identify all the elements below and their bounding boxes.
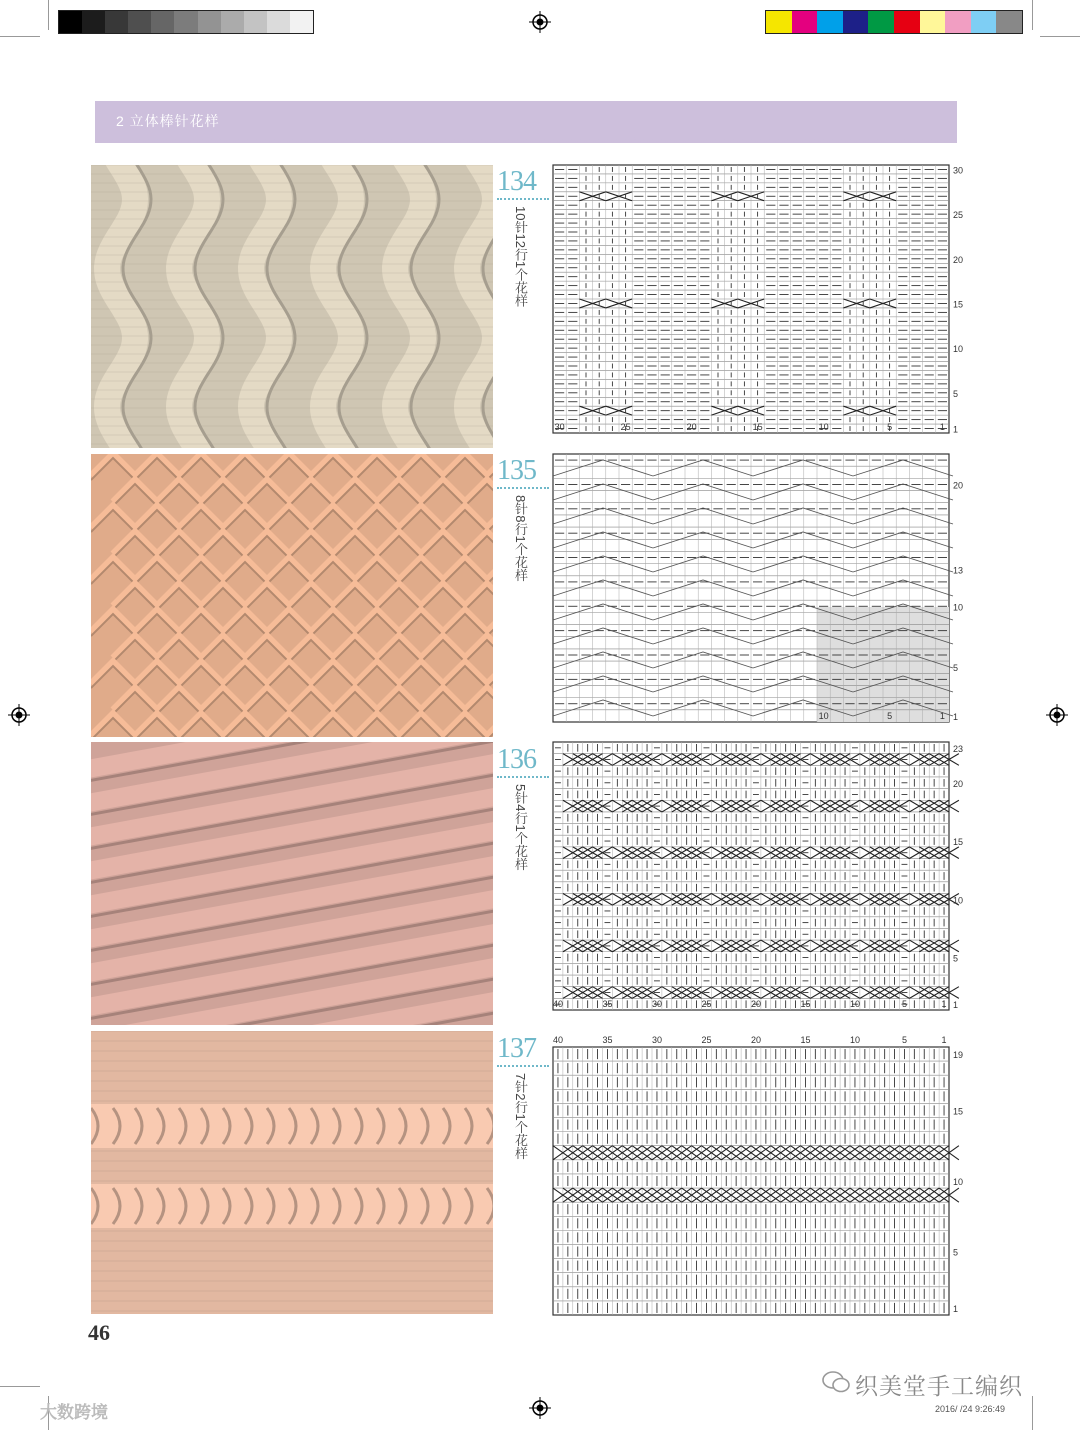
scallop [347, 137, 356, 142]
scallop [248, 137, 257, 142]
column-number-label: 5 [901, 999, 907, 1009]
row-number-label: 19 [953, 1050, 964, 1061]
column-number-label: 40 [552, 1035, 563, 1045]
scallop [698, 137, 707, 142]
color-swatch [996, 11, 1022, 33]
scallop [725, 137, 734, 142]
grey-swatch [221, 11, 244, 33]
column-number-label: 15 [752, 422, 763, 432]
scallop [581, 137, 590, 142]
column-number-label: 30 [651, 999, 662, 1009]
scallop [806, 137, 815, 142]
column-number-label: 30 [651, 1035, 662, 1045]
scallop [509, 137, 518, 142]
scallop [536, 137, 545, 142]
scallop [194, 137, 203, 142]
row-number-label: 1 [953, 424, 959, 435]
scallop [311, 137, 320, 142]
scallop [752, 137, 761, 142]
color-swatch [868, 11, 894, 33]
scallop [761, 137, 770, 142]
pattern-description: 5针4行1个花样 [513, 784, 528, 871]
scallop [302, 137, 311, 142]
column-number-label: 20 [750, 1035, 761, 1045]
scallop [905, 137, 914, 142]
scallop [482, 137, 491, 142]
row-number-label: 10 [953, 602, 964, 613]
row-number-label: 10 [953, 1177, 964, 1187]
scallop [734, 137, 743, 142]
crop-mark [1040, 36, 1080, 37]
scallop [572, 137, 581, 142]
scallop [140, 137, 149, 142]
scallop [131, 137, 140, 142]
scallop [338, 137, 347, 142]
scallop [374, 137, 383, 142]
number-underline [497, 1065, 549, 1067]
knitting-chart-136 [551, 740, 971, 1028]
knitting-chart-135 [551, 452, 971, 740]
number-underline [497, 776, 549, 778]
scallop [266, 137, 275, 142]
row-number-label: 23 [953, 743, 964, 754]
scallop [941, 137, 950, 142]
photo-background [91, 1031, 493, 1314]
scallop [500, 137, 509, 142]
row-number-label: 20 [953, 254, 964, 265]
row-number-label: 1 [953, 711, 959, 722]
scallop [176, 137, 185, 142]
header-scallop-edge [95, 137, 957, 147]
registration-mark-icon [529, 11, 551, 33]
scallop [869, 137, 878, 142]
row-number-label: 15 [953, 299, 964, 310]
scallop [833, 137, 842, 142]
row-number-label: 20 [953, 480, 964, 491]
scallop [707, 137, 716, 142]
pattern-number: 134 [497, 166, 536, 197]
scallop [653, 137, 662, 142]
column-number-label: 25 [701, 999, 712, 1009]
column-number-label: 15 [800, 1035, 811, 1045]
column-number-label: 10 [849, 999, 860, 1009]
scallop [446, 137, 455, 142]
column-number-label: 30 [554, 422, 565, 432]
color-swatch [894, 11, 920, 33]
column-number-label: 20 [686, 422, 697, 432]
color-swatch [971, 11, 997, 33]
pattern-description: 8针8行1个花样 [513, 495, 528, 582]
color-swatch [792, 11, 818, 33]
scallop [104, 137, 113, 142]
scallop [410, 137, 419, 142]
scallop [212, 137, 221, 142]
scallop [608, 137, 617, 142]
page-number: 46 [88, 1320, 110, 1345]
scallop [635, 137, 644, 142]
number-underline [497, 487, 549, 489]
scallop [923, 137, 932, 142]
scallop [383, 137, 392, 142]
color-swatch [766, 11, 792, 33]
scallop [473, 137, 482, 142]
scallop [428, 137, 437, 142]
scallop [554, 137, 563, 142]
scallop [356, 137, 365, 142]
grey-scale-bar [58, 10, 314, 34]
pattern-description: 10针12行1个花样 [513, 206, 528, 308]
column-number-label: 10 [849, 1035, 860, 1045]
scallop [599, 137, 608, 142]
scallop [716, 137, 725, 142]
column-number-label: 5 [887, 711, 893, 721]
row-number-label: 15 [953, 837, 964, 848]
scallop [203, 137, 212, 142]
column-number-label: 25 [701, 1035, 712, 1045]
scallop [284, 137, 293, 142]
grey-swatch [174, 11, 197, 33]
row-number-label: 1 [953, 1000, 959, 1011]
knit-photo-135 [91, 454, 493, 737]
scallop [167, 137, 176, 142]
scallop [518, 137, 527, 142]
row-number-label: 5 [953, 663, 959, 674]
scallop [257, 137, 266, 142]
row-number-label: 1 [953, 1303, 959, 1314]
scallop [743, 137, 752, 142]
crop-mark [48, 0, 49, 30]
knit-photo-136 [91, 742, 493, 1025]
footer-brand-mark: 大数跨境 [40, 1403, 108, 1422]
scallop [275, 137, 284, 142]
column-number-label: 35 [602, 999, 613, 1009]
knit-photo-137 [91, 1031, 493, 1314]
scallop [590, 137, 599, 142]
scallop [329, 137, 338, 142]
scallop [851, 137, 860, 142]
crop-mark [1032, 0, 1033, 30]
scallop [824, 137, 833, 142]
row-number-label: 5 [953, 953, 959, 964]
chat-bubble-icon [822, 1370, 850, 1394]
print-timestamp: 2016/ /24 9:26:49 [935, 1404, 1006, 1414]
row-number-label: 5 [953, 1247, 959, 1258]
registration-mark-icon [529, 1397, 551, 1419]
column-number-label: 1 [941, 999, 947, 1009]
scallop [293, 137, 302, 142]
section-title: 2 立体棒针花样 [116, 113, 220, 129]
scallop [887, 137, 896, 142]
scallop [464, 137, 473, 142]
pattern-number: 135 [497, 455, 536, 486]
column-number-label: 1 [939, 711, 945, 721]
scallop [563, 137, 572, 142]
scallop [644, 137, 653, 142]
grey-swatch [267, 11, 290, 33]
scallop [419, 137, 428, 142]
row-number-label: 13 [953, 565, 964, 576]
scallop [158, 137, 167, 142]
column-number-label: 5 [887, 422, 893, 432]
scallop [239, 137, 248, 142]
scallop [320, 137, 329, 142]
scallop [122, 137, 131, 142]
scallop [617, 137, 626, 142]
scallop [671, 137, 680, 142]
scallop [860, 137, 869, 142]
registration-mark-icon [1046, 704, 1068, 726]
column-number-label: 5 [901, 1035, 907, 1045]
column-number-label: 40 [552, 999, 563, 1009]
scallop [689, 137, 698, 142]
row-number-label: 25 [953, 210, 964, 221]
column-number-label: 10 [818, 711, 829, 721]
scallop [932, 137, 941, 142]
number-underline [497, 198, 549, 200]
knitting-chart-137 [551, 1029, 971, 1317]
row-number-label: 10 [953, 895, 964, 906]
scallop [815, 137, 824, 142]
scallop [950, 137, 957, 142]
row-number-label: 15 [953, 1106, 964, 1117]
column-number-label: 20 [750, 999, 761, 1009]
scallop [392, 137, 401, 142]
scallop [797, 137, 806, 142]
knitting-chart-134 [551, 163, 971, 451]
crop-mark [0, 1386, 40, 1387]
grey-swatch [290, 11, 313, 33]
crop-mark [1032, 1396, 1033, 1430]
scallop [149, 137, 158, 142]
scallop [878, 137, 887, 142]
column-number-label: 25 [620, 422, 631, 432]
scallop [779, 137, 788, 142]
column-number-label: 15 [800, 999, 811, 1009]
scallop [527, 137, 536, 142]
scallop [896, 137, 905, 142]
column-number-label: 1 [941, 1035, 947, 1045]
pattern-number: 136 [497, 744, 536, 775]
color-swatch [843, 11, 869, 33]
scallop [680, 137, 689, 142]
scallop [95, 137, 104, 142]
scallop [230, 137, 239, 142]
scallop [455, 137, 464, 142]
scallop [545, 137, 554, 142]
pattern-description: 7针2行1个花样 [513, 1073, 528, 1160]
grey-swatch [105, 11, 128, 33]
column-number-label: 1 [939, 422, 945, 432]
row-number-label: 10 [953, 344, 964, 355]
pattern-number: 137 [497, 1033, 536, 1064]
scallop [842, 137, 851, 142]
crop-mark [0, 36, 40, 37]
knit-photo-134 [91, 165, 493, 448]
grey-swatch [244, 11, 267, 33]
row-number-label: 20 [953, 778, 964, 789]
scallop [185, 137, 194, 142]
scallop [491, 137, 500, 142]
scallop [113, 137, 122, 142]
scallop [914, 137, 923, 142]
grey-swatch [82, 11, 105, 33]
scallop [788, 137, 797, 142]
scallop [770, 137, 779, 142]
scallop [365, 137, 374, 142]
grey-swatch [128, 11, 151, 33]
scallop [437, 137, 446, 142]
column-number-label: 10 [818, 422, 829, 432]
scallop [401, 137, 410, 142]
grey-swatch [59, 11, 82, 33]
grey-swatch [198, 11, 221, 33]
scallop [662, 137, 671, 142]
scallop [221, 137, 230, 142]
color-swatch [945, 11, 971, 33]
scallop [626, 137, 635, 142]
watermark-text: 织美堂手工编织 [855, 1373, 1023, 1399]
registration-mark-icon [8, 704, 30, 726]
color-swatch [817, 11, 843, 33]
row-number-label: 30 [953, 165, 964, 176]
color-calibration-bar [765, 10, 1023, 34]
grey-swatch [151, 11, 174, 33]
color-swatch [920, 11, 946, 33]
row-number-label: 5 [953, 388, 959, 399]
column-number-label: 35 [602, 1035, 613, 1045]
